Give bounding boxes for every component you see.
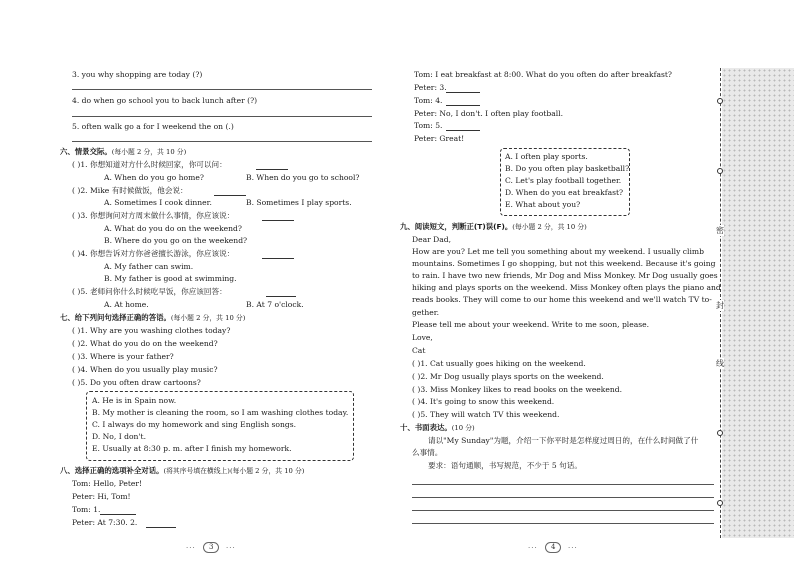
dialog-line: Tom: 5.: [414, 121, 443, 130]
dialog-line: Tom: I eat breakfast at 8:00. What do you often do after breakfast?: [414, 70, 672, 79]
writing-line[interactable]: [412, 484, 714, 485]
section-title: 九、阅读短文，判断正(T)误(F)。: [400, 222, 513, 231]
passage-line: Please tell me about your weekend. Write to me soon, please.: [412, 320, 650, 329]
question: ( )3. Where is your father?: [72, 352, 174, 361]
answer-blank[interactable]: [146, 527, 176, 528]
tf-question: ( )1. Cat usually goes hiking on the weekend.: [412, 359, 586, 368]
writing-prompt: 么事情。: [412, 448, 443, 457]
tf-question: ( )5. They will watch TV this weekend.: [412, 410, 560, 419]
passage-line: hiking and plays sports on the weekend. Miss Monkey often plays the piano and: [412, 283, 721, 292]
question: ( )3. 你想询问对方周末做什么事情，你应该说：: [72, 211, 235, 220]
dialog-line: Peter: Hi, Tom!: [72, 492, 131, 501]
question: ( )2. What do you do on the weekend?: [72, 339, 218, 348]
answer-blank[interactable]: [266, 296, 296, 297]
option-b: B. When do you go to school?: [246, 173, 360, 182]
passage-line: to rain. I have two new friends, Mr Dog and Miss Monkey. Mr Dog usually goes: [412, 271, 718, 280]
option: A. I often play sports.: [505, 152, 588, 161]
answer-blank[interactable]: [446, 92, 480, 93]
option-a: A. At home.: [104, 300, 149, 309]
question: ( )1. 你想知道对方什么时候回家，你可以问：: [72, 160, 227, 169]
scramble-item: 5. often walk go a for I weekend the on (.): [72, 122, 234, 131]
seal-dot: [717, 430, 723, 436]
writing-line[interactable]: [412, 497, 714, 498]
answer-blank[interactable]: [446, 105, 480, 106]
dialog-line: Peter: Great!: [414, 134, 465, 143]
passage-line: Dear Dad,: [412, 235, 452, 244]
page-ornament: ···: [186, 544, 196, 552]
passage-line: reads books. They will come to our home this weekend and we'll watch TV to-: [412, 295, 712, 304]
answer-blank[interactable]: [262, 220, 294, 221]
tf-question: ( )4. It's going to snow this weekend.: [412, 397, 555, 406]
option-a: A. My father can swim.: [104, 262, 194, 271]
question: ( )4. 你想告诉对方你爸爸擅长游泳，你应该说：: [72, 249, 235, 258]
section-title: 八、选择正确的选项补全对话。: [60, 466, 164, 475]
page-ornament: ···: [528, 544, 538, 552]
question: ( )2. Mike 有时候做饭，他会说：: [72, 186, 188, 195]
seal-dot: [717, 500, 723, 506]
answer-line[interactable]: [72, 89, 372, 90]
option-a: A. When do you go home?: [104, 173, 204, 182]
section-note: (将其序号填在横线上)(每小题 2 分，共 10 分): [163, 467, 305, 475]
option-b: B. My father is good at swimming.: [104, 274, 237, 283]
answer-blank[interactable]: [256, 169, 288, 170]
question: ( )4. When do you usually play music?: [72, 365, 218, 374]
writing-prompt: 请以"My Sunday"为题，介绍一下你平时是怎样度过周日的，在什么时间做了什: [428, 436, 699, 445]
binding-char: 线: [716, 359, 724, 368]
page-ornament: ···: [568, 544, 578, 552]
binding-char: 密: [716, 226, 724, 235]
dialog-line: Peter: 3.: [414, 83, 447, 92]
option: D. When do you eat breakfast?: [505, 188, 624, 197]
option: D. No, I don't.: [92, 432, 146, 441]
option-b: B. Where do you go on the weekend?: [104, 236, 248, 245]
passage-line: mountains. Sometimes I go shopping, but not this weekend. Because it's going: [412, 259, 716, 268]
answer-blank[interactable]: [214, 195, 246, 196]
tf-question: ( )3. Miss Monkey likes to read books on the weekend.: [412, 385, 623, 394]
answer-blank[interactable]: [446, 130, 480, 131]
section-note: (10 分): [451, 424, 475, 432]
section-9-heading: [400, 222, 587, 232]
scramble-item: 3. you why shopping are today (?): [72, 70, 203, 79]
seal-dot: [717, 98, 723, 104]
dialog-line: Peter: At 7:30. 2.: [72, 518, 138, 527]
question: ( )5. Do you often draw cartoons?: [72, 378, 201, 387]
answer-blank[interactable]: [100, 514, 136, 515]
section-6-heading: [60, 147, 186, 157]
dialog-line: Tom: 4.: [414, 96, 443, 105]
option: E. Usually at 8:30 p. m. after I finish my homework.: [92, 444, 292, 453]
option-a: A. What do you do on the weekend?: [104, 224, 242, 233]
passage-line: How are you? Let me tell you something about my weekend. I usually climb: [412, 247, 704, 256]
scramble-item: 4. do when go school you to back lunch after (?): [72, 96, 258, 105]
question: ( )1. Why are you washing clothes today?: [72, 326, 231, 335]
option: B. My mother is cleaning the room, so I am washing clothes today.: [92, 408, 349, 417]
page-number: 3: [203, 542, 219, 553]
section-8-heading: [60, 466, 304, 476]
option: A. He is in Spain now.: [92, 396, 177, 405]
answer-line[interactable]: [72, 116, 372, 117]
answer-blank[interactable]: [262, 258, 294, 259]
passage-line: Cat: [412, 346, 426, 355]
tf-question: ( )2. Mr Dog usually plays sports on the weekend.: [412, 372, 604, 381]
question: ( )5. 老师问你什么时候吃早饭，你应该回答：: [72, 287, 227, 296]
option-a: A. Sometimes I cook dinner.: [104, 198, 212, 207]
option: C. I always do my homework and sing English songs.: [92, 420, 297, 429]
binding-char: 封: [716, 301, 724, 310]
binding-margin: [722, 68, 794, 538]
section-title: 十、书面表达。: [400, 423, 452, 432]
option-b: B. At 7 o'clock.: [246, 300, 304, 309]
section-note: (每小题 2 分，共 10 分): [512, 223, 587, 231]
section-10-heading: [400, 423, 475, 433]
answer-line[interactable]: [72, 141, 372, 142]
passage-line: Love,: [412, 333, 433, 342]
section-title: 七、给下列问句选择正确的答语。: [60, 313, 171, 322]
section-title: 六、情景交际。: [60, 147, 112, 156]
writing-line[interactable]: [412, 523, 714, 524]
section-note: (每小题 2 分，共 10 分): [170, 314, 246, 322]
option: C. Let's play football together.: [505, 176, 622, 185]
writing-requirement: 要求：语句通顺，书写规范，不少于 5 句话。: [428, 461, 582, 470]
page-ornament: ···: [226, 544, 236, 552]
dialog-line: Tom: 1.: [72, 505, 101, 514]
option: B. Do you often play basketball?: [505, 164, 630, 173]
section-7-heading: [60, 313, 245, 323]
page-number: 4: [545, 542, 561, 553]
seal-dot: [717, 168, 723, 174]
dialog-line: Tom: Hello, Peter!: [72, 479, 143, 488]
writing-line[interactable]: [412, 510, 714, 511]
dialog-line: Peter: No, I don't. I often play football.: [414, 109, 563, 118]
option: E. What about you?: [505, 200, 581, 209]
option-b: B. Sometimes I play sports.: [246, 198, 352, 207]
section-note: (每小题 2 分，共 10 分): [111, 148, 187, 156]
passage-line: gether.: [412, 308, 440, 317]
